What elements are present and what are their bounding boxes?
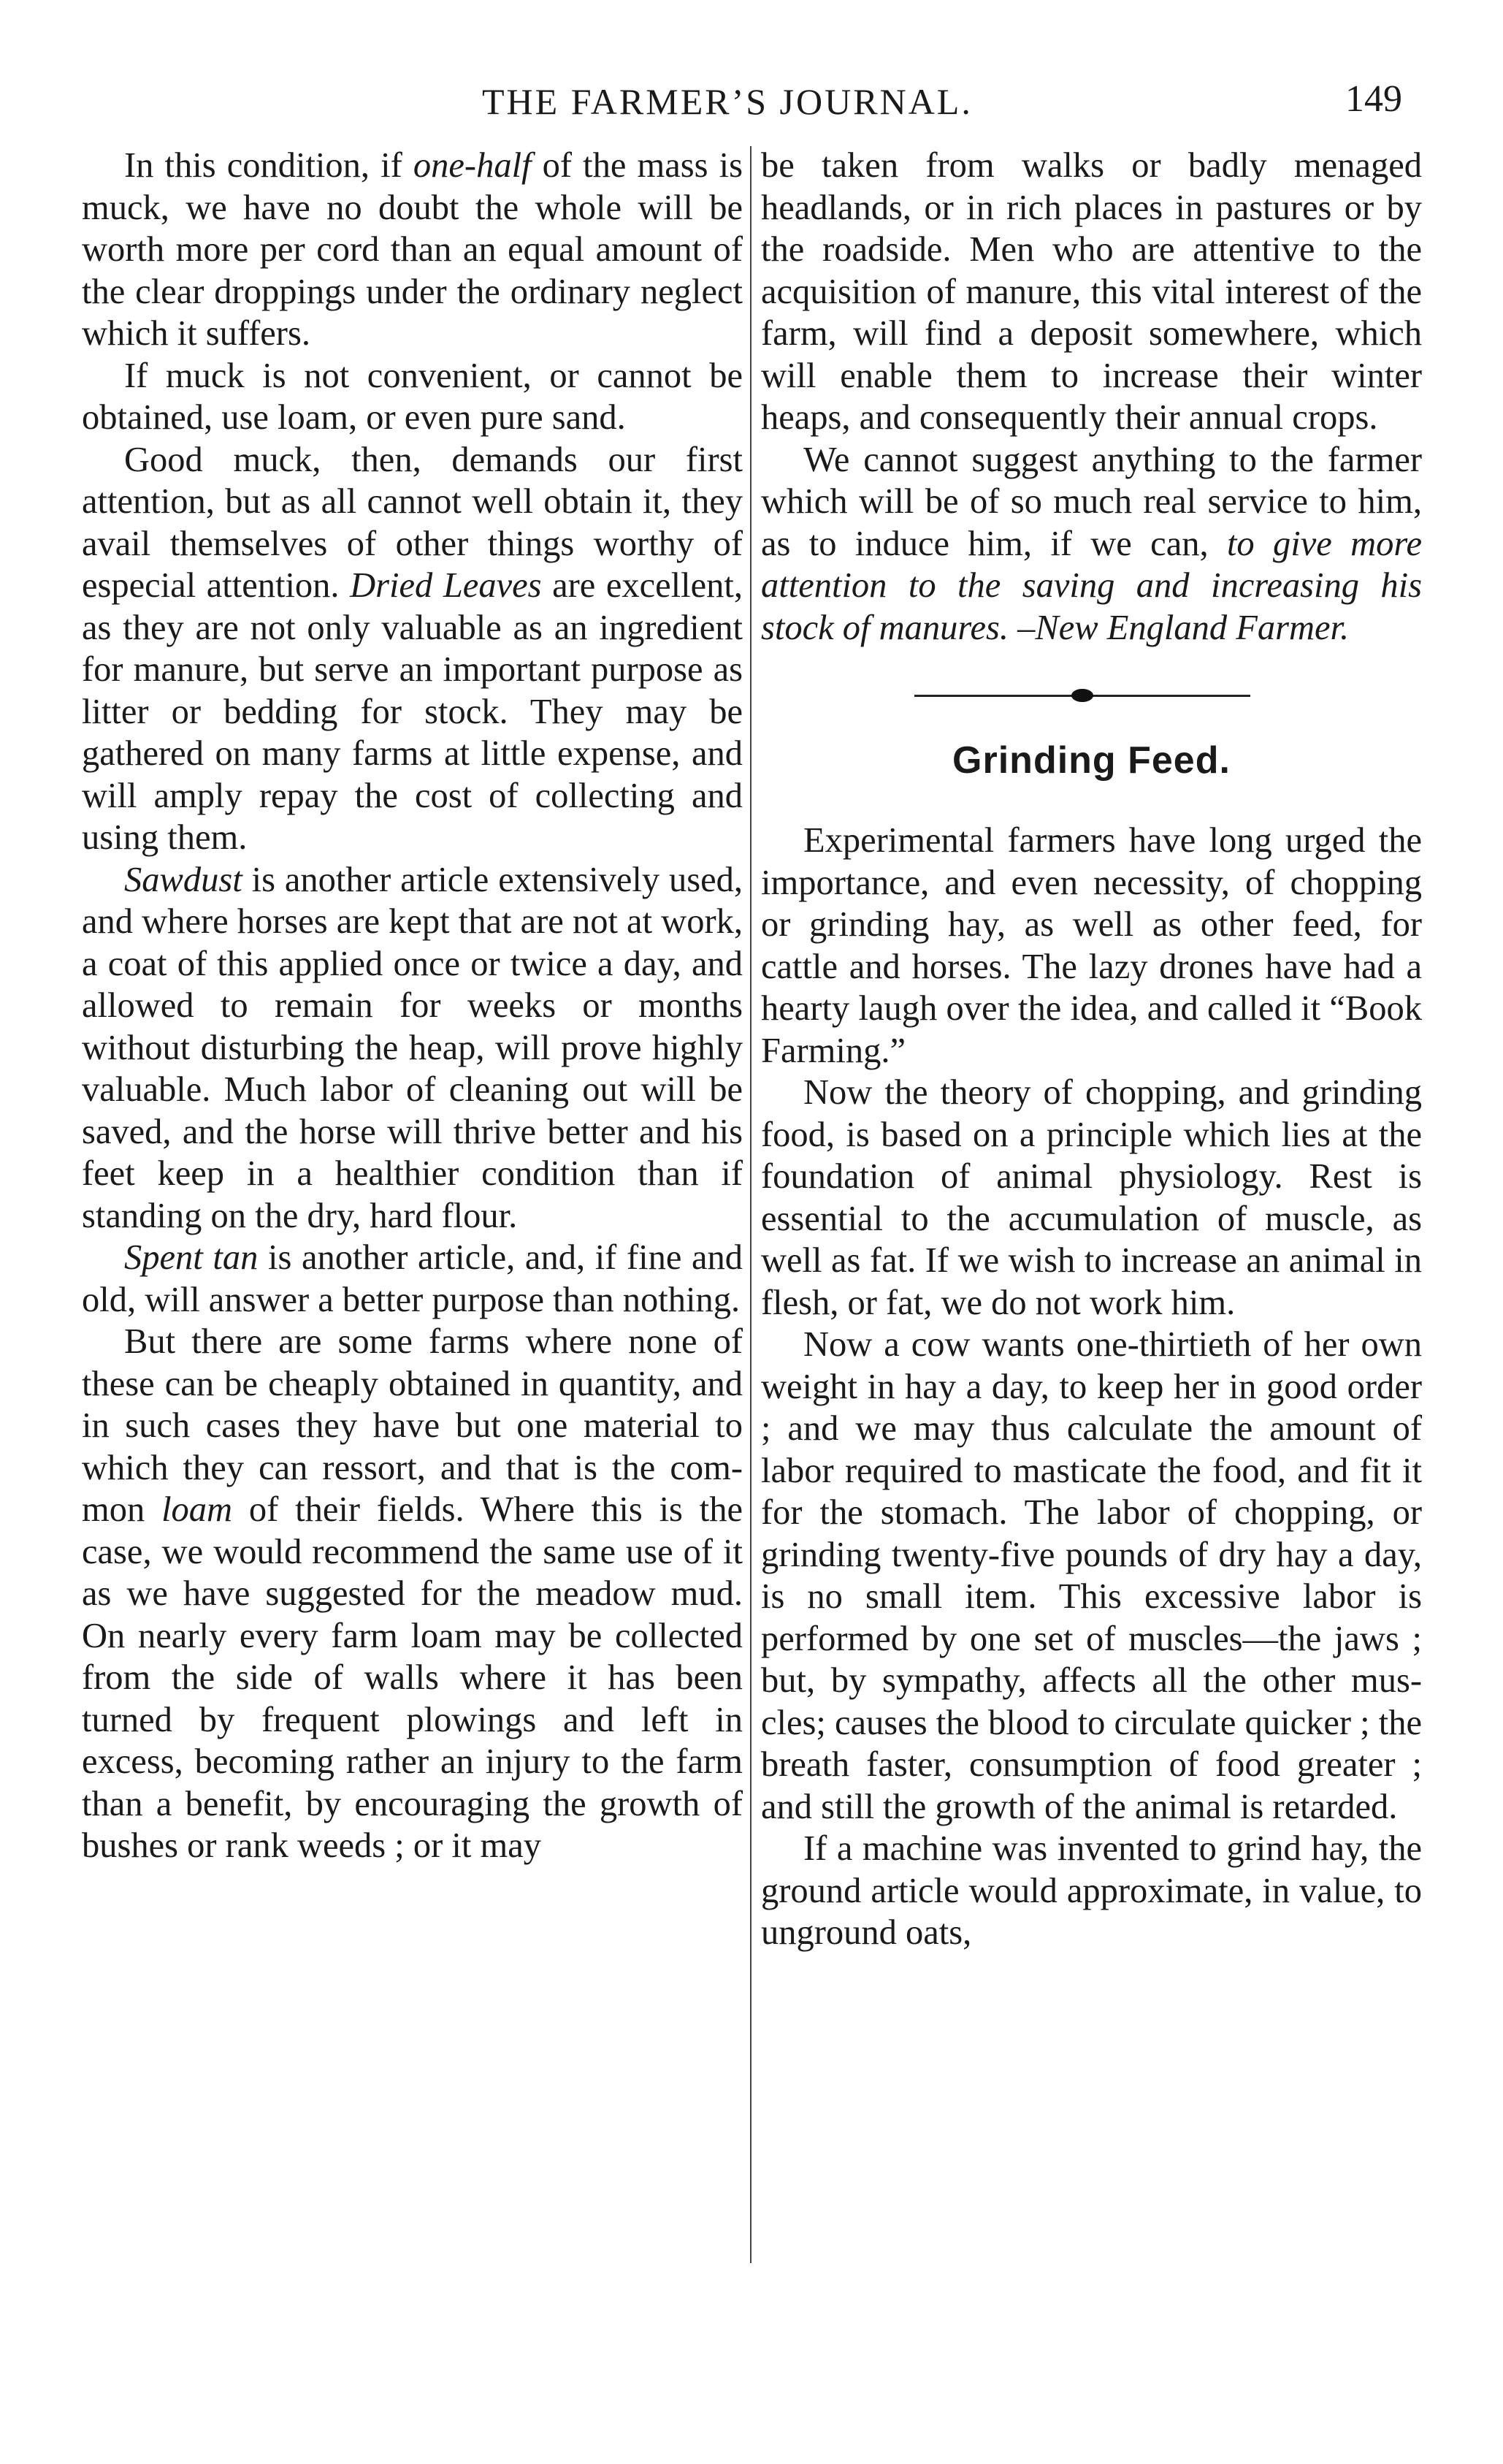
text-run: of the mass is muck, we have no doubt the whole will be worth more per cord than an equal amount of the clear droppings under the ordinary neglect which it suffers. [82,146,743,353]
italic-run: one-half [413,146,532,185]
paragraph-sawdust [82,859,743,1237]
paragraph-machine: If a machine was invented to grind hay, the ground article would approximate, in value, to unground oats, [761,1829,1422,1952]
italic-run: Spent tan [124,1238,259,1277]
text-run: Good muck, then, demands our first attention, but as all cannot well obtain it, they avail themselves of other things worthy of especial attention. [82,440,743,605]
right-column [761,145,1422,1954]
text-run: But there are some farms where none of these can be cheaply obtained in quantity, and in such cases they have but one material to which they can ressort, and that is the common [82,1322,743,1529]
paragraph-half-muck [82,145,743,355]
italic-run: Sawdust [124,860,242,899]
paragraph-continued: be taken from walks or badly menaged headlands, or in rich places in pastures or by the roadside. Men who are attentive to the acquisition of manure, this vital interest of the farm, will find a deposit somewhere, which will enable them to increase their winter heaps, and consequently their annual crops. [761,146,1422,437]
text-run: In this condition, if [124,146,413,185]
paragraph-spent-tan [82,1237,743,1321]
section-heading: Grinding Feed. [952,739,1231,782]
column-divider [750,146,752,2263]
italic-run: Dried Leaves [350,566,542,605]
ornamental-separator [761,649,1422,735]
text-run: We cannot suggest anything to the farmer which will be of so much real service to him, as to induce him, if we can, [761,440,1422,563]
text-run: is another article, and, if fine and old, will answer a better purpose than nothing. [82,1238,743,1319]
page-number: 149 [1345,78,1402,120]
text-run: is another article extensively used, and where horses are kept that are not at work, a coat of this applied once or twice a day, and allowed to remain for weeks or months without disturbing the heap, will prove highly valuable. Much labor of cleaning out will be saved, and the horse will thrive better and his feet keep in a healthier condition than if standing on the dry, hard flour. [82,860,743,1235]
paragraph-cow-weight: Now a cow wants one-thirtieth of her own weight in hay a day, to keep her in good order ; and we may thus calculate the amount of labor required to masticate the food, and fit it for the stomach. The labor of chopping, or grinding twenty-five pounds of dry hay a day, is no small item. This excessive labor is performed by one set of muscles—the jaws ; but, by sympathy, affects all the other muscles; causes the blood to circulate quicker ; the breath faster, consumption of food greater ; and still the growth of the animal is retarded. [761,1325,1422,1826]
paragraph-dried-leaves [82,439,743,859]
paragraph-closing-advice [761,439,1422,649]
italic-run: loam [161,1490,233,1529]
text-run: are excellent, as they are not only valuable as an ingredient for manure, but serve an important purpose as litter or bedding for stock. They may be gathered on many farms at little expense, and will amply repay the cost of collecting and using them. [82,566,743,857]
running-head [0,80,1503,131]
journal-title: THE FARMER’S JOURNAL. [482,81,973,122]
paragraph-loam-sand: If muck is not convenient, or cannot be obtained, use loam, or even pure sand. [82,356,743,437]
paragraph-experimental-farmers: Experimental farmers have long urged the importance, and even necessity, of chopping or grinding hay, as well as other feed, for cattle and horses. The lazy drones have had a hearty laugh over the idea, and called it “Book Farming.” [761,821,1422,1070]
text-run: of their fields. Where this is the case, we would recommend the same use of it as we have suggested for the meadow mud. On nearly every farm loam may be collected from the side of walls where it has been turned by frequent plowings and left in excess, becoming rather an injury to the farm than a benefit, by encouraging the growth of bushes or rank weeds ; or it may [82,1490,743,1865]
paragraph-theory: Now the theory of chopping, and grinding food, is based on a principle which lies at the foundation of animal physiology. Rest is essential to the accumulation of muscle, as well as fat. If we wish to increase an animal in flesh, or fat, we do not work him. [761,1073,1422,1322]
paragraph-common-loam [82,1321,743,1867]
italic-run: to give more attention to the saving and increasing his stock of manures. –New England Farmer. [761,524,1422,647]
separator-ornament-icon [1071,689,1093,702]
left-column [82,145,743,1867]
